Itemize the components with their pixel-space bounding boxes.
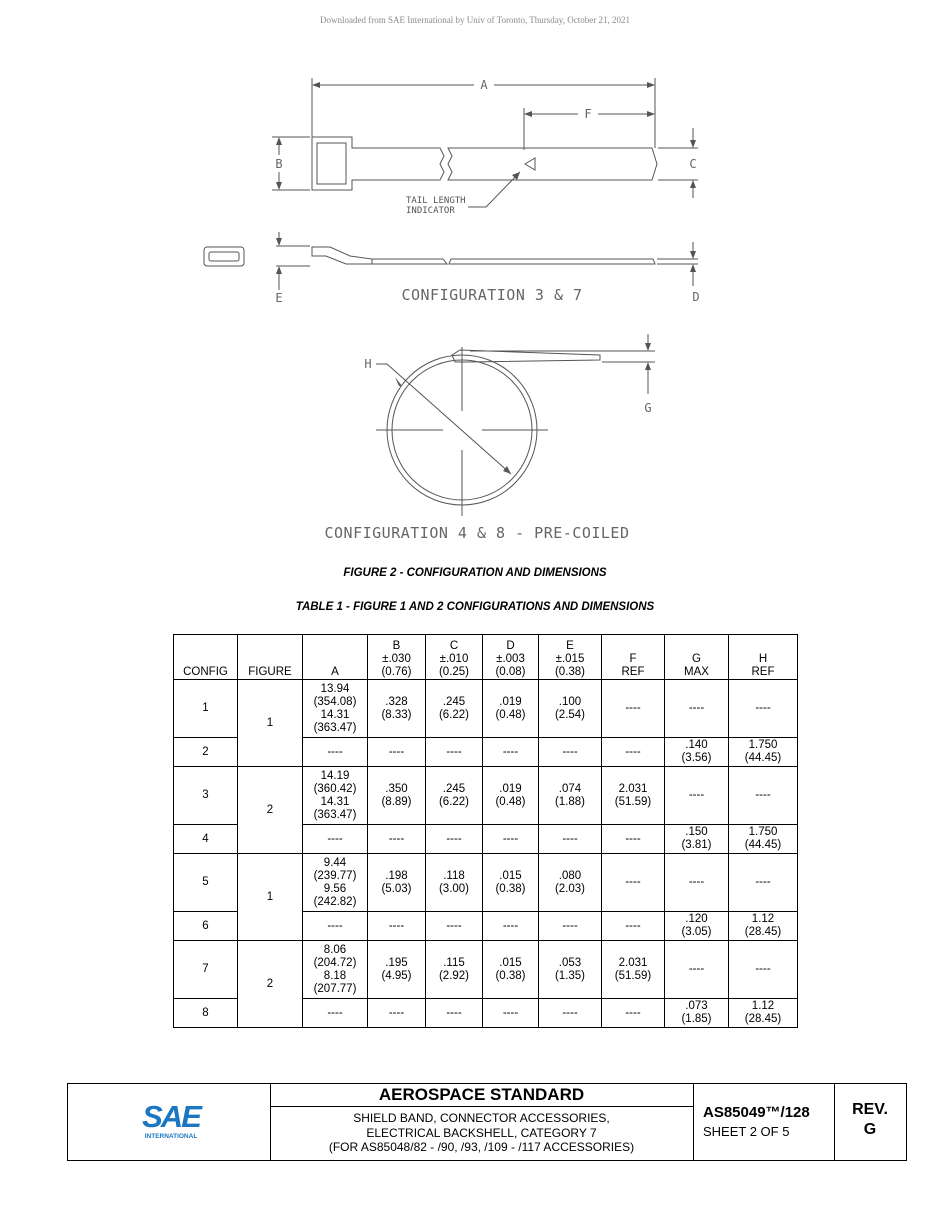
column-header-line: MAX: [684, 666, 709, 678]
dim-d-cell: [483, 680, 539, 738]
column-header: [665, 635, 729, 680]
cell-value: 1.750: [748, 826, 778, 838]
dim-f-cell: [602, 680, 665, 738]
cell-value: .100: [558, 695, 582, 708]
cell-value: 1.12: [751, 913, 775, 925]
column-header-line: ±.003: [496, 653, 525, 665]
dim-a-cell: [303, 825, 368, 854]
description-line: (FOR AS85048/82 - /90, /93, /109 - /117 ACCESSORIES): [328, 1140, 635, 1154]
cell-value: .195: [385, 956, 408, 969]
column-header: [368, 635, 426, 680]
column-header: [174, 635, 238, 680]
column-header-line: E: [566, 640, 574, 652]
dim-e-cell: [539, 767, 602, 825]
column-header: [539, 635, 602, 680]
dim-e-cell: [539, 912, 602, 941]
cell-value: (0.48): [495, 708, 526, 721]
revision-label: REV.: [852, 1101, 888, 1118]
cell-value: 8.18: [323, 969, 347, 982]
cell-value: ----: [327, 832, 343, 845]
cell-value: ----: [327, 1006, 343, 1019]
dim-d-cell: [483, 999, 539, 1028]
dimension-label-f: F: [584, 107, 592, 121]
cell-value: ----: [625, 745, 641, 758]
dim-a-cell: [303, 767, 368, 825]
cell-value: ----: [562, 1006, 578, 1019]
sae-logo: [136, 1098, 206, 1144]
table-row: [174, 680, 798, 738]
standard-title: AEROSPACE STANDARD: [270, 1084, 693, 1107]
column-header-line: (0.38): [554, 666, 586, 678]
cell-value: (1.88): [554, 795, 586, 808]
cell-value: (363.47): [313, 721, 357, 734]
dim-e-cell: [539, 825, 602, 854]
column-header-line: F: [629, 653, 637, 665]
dim-g-cell: [665, 999, 729, 1028]
cell-value: .015: [499, 956, 522, 969]
cell-value: .073: [685, 1000, 708, 1012]
column-header-line: ±.010: [439, 653, 469, 665]
cell-value: (207.77): [313, 982, 357, 995]
cell-value: (2.03): [554, 882, 586, 895]
dim-h-cell: [729, 999, 798, 1028]
tail-indicator-label: TAIL LENGTH: [406, 196, 466, 206]
dim-b-cell: [368, 912, 426, 941]
dim-e-cell: [539, 999, 602, 1028]
column-header-line: (0.25): [438, 666, 470, 678]
cell-value: (5.03): [381, 882, 412, 895]
cell-value: (3.00): [438, 882, 470, 895]
cell-value: (44.45): [744, 839, 782, 851]
document-number: AS85049™/128: [703, 1104, 810, 1121]
table-row: [174, 854, 798, 912]
config-3-7-label: CONFIGURATION 3 & 7: [401, 286, 583, 304]
cell-value: .120: [685, 913, 708, 925]
cell-value: ----: [502, 832, 519, 845]
cell-value: (2.54): [554, 708, 586, 721]
dim-c-cell: [426, 825, 483, 854]
cell-value: ----: [625, 919, 641, 932]
description-cell: [270, 1084, 694, 1160]
dim-h-cell: [729, 738, 798, 767]
cell-value: ----: [625, 702, 641, 714]
cell-value: ----: [562, 919, 578, 932]
technical-drawing: [0, 0, 950, 560]
cell-value: (239.77): [313, 869, 357, 882]
dim-a-cell: [303, 854, 368, 912]
dim-g-cell: [665, 941, 729, 999]
dimension-label-c: C: [689, 157, 697, 171]
cell-value: (28.45): [744, 926, 782, 938]
column-header-line: A: [331, 666, 339, 678]
cell-value: ----: [755, 789, 771, 801]
dimension-label-a: A: [480, 78, 488, 92]
cell-value: ----: [688, 876, 705, 888]
cell-value: .015: [499, 869, 522, 882]
dim-a-cell: [303, 680, 368, 738]
cell-value: 9.56: [323, 882, 347, 895]
cell-value: ----: [625, 1006, 641, 1019]
cell-value: ----: [502, 1006, 519, 1019]
column-header-line: D: [506, 640, 515, 652]
dim-a-cell: [303, 912, 368, 941]
dim-f-cell: [602, 999, 665, 1028]
dim-b-cell: [368, 941, 426, 999]
cell-value: (51.59): [614, 969, 652, 982]
download-note: Downloaded from SAE International by Univ of Toronto, Thursday, October 21, 2021: [320, 15, 630, 25]
config-cell: 4: [174, 825, 238, 854]
dim-h-cell: [729, 941, 798, 999]
cell-value: ----: [446, 919, 462, 932]
cell-value: 14.31: [320, 795, 350, 808]
cell-value: 14.31: [320, 708, 350, 721]
dim-c-cell: [426, 767, 483, 825]
cell-value: (0.38): [495, 882, 526, 895]
dim-b-cell: [368, 825, 426, 854]
cell-value: ----: [625, 876, 641, 888]
description-line: SHIELD BAND, CONNECTOR ACCESSORIES,: [353, 1111, 610, 1125]
config-cell: 8: [174, 999, 238, 1028]
cell-value: .140: [685, 739, 708, 751]
dimension-label-b: B: [275, 157, 283, 171]
config-cell: 5: [174, 854, 238, 912]
config-cell: 3: [174, 767, 238, 825]
dim-c-cell: [426, 941, 483, 999]
cell-value: (3.05): [681, 926, 712, 938]
cell-value: (0.48): [495, 795, 526, 808]
column-header: [238, 635, 303, 680]
cell-value: 2.031: [618, 782, 648, 795]
cell-value: (204.72): [313, 956, 357, 969]
dim-d-cell: [483, 941, 539, 999]
cell-value: ----: [688, 963, 705, 975]
cell-value: ----: [755, 702, 771, 714]
cell-value: (6.22): [438, 708, 470, 721]
cell-value: ----: [446, 1006, 462, 1019]
tail-indicator-label-2: INDICATOR: [406, 206, 455, 216]
cell-value: .350: [385, 782, 408, 795]
dim-h-cell: [729, 767, 798, 825]
cell-value: (0.38): [495, 969, 526, 982]
cell-value: .019: [499, 782, 522, 795]
column-header-line: B: [392, 640, 401, 652]
cell-value: (2.92): [438, 969, 470, 982]
standard-description: [270, 1107, 693, 1155]
dim-c-cell: [426, 999, 483, 1028]
cell-value: ----: [327, 745, 343, 758]
cell-value: (8.33): [381, 708, 412, 721]
column-header-line: (0.08): [495, 666, 526, 678]
config-cell: 1: [174, 680, 238, 738]
column-header-line: (0.76): [381, 666, 412, 678]
dim-f-cell: [602, 825, 665, 854]
dim-f-cell: [602, 738, 665, 767]
cell-value: 8.06: [323, 943, 347, 956]
logo-text: SAE: [142, 1099, 200, 1134]
table-row: [174, 767, 798, 825]
dim-b-cell: [368, 854, 426, 912]
cell-value: (242.82): [313, 895, 357, 908]
title-block: [67, 1083, 907, 1161]
cell-value: (360.42): [313, 782, 357, 795]
column-header-line: G: [692, 653, 701, 665]
figure-cell: 2: [238, 767, 303, 854]
dim-d-cell: [483, 738, 539, 767]
dim-c-cell: [426, 738, 483, 767]
dimension-label-d: D: [692, 290, 700, 304]
dim-f-cell: [602, 854, 665, 912]
dim-e-cell: [539, 680, 602, 738]
cell-value: (8.89): [381, 795, 412, 808]
figure-cell: 2: [238, 941, 303, 1028]
cell-value: ----: [625, 832, 641, 845]
dim-b-cell: [368, 767, 426, 825]
column-header: [426, 635, 483, 680]
cell-value: .118: [443, 869, 465, 882]
dim-c-cell: [426, 854, 483, 912]
dim-c-cell: [426, 912, 483, 941]
cell-value: 14.19: [320, 769, 350, 782]
config-cell: 6: [174, 912, 238, 941]
cell-value: 1.750: [748, 739, 778, 751]
cell-value: .080: [558, 869, 582, 882]
dim-b-cell: [368, 738, 426, 767]
dim-f-cell: [602, 941, 665, 999]
dimension-label-h: H: [364, 357, 372, 371]
column-header-line: REF: [621, 666, 645, 678]
figure-cell: 1: [238, 680, 303, 767]
cell-value: .150: [685, 826, 708, 838]
cell-value: .053: [558, 956, 582, 969]
config-cell: 7: [174, 941, 238, 999]
cell-value: (1.85): [681, 1013, 712, 1025]
cell-value: (6.22): [438, 795, 470, 808]
cell-value: .245: [442, 695, 466, 708]
cell-value: 2.031: [618, 956, 648, 969]
dim-f-cell: [602, 767, 665, 825]
cell-value: (28.45): [744, 1013, 782, 1025]
cell-value: .328: [385, 695, 408, 708]
dim-d-cell: [483, 767, 539, 825]
cell-value: ----: [502, 919, 519, 932]
column-header-line: REF: [751, 666, 775, 678]
cell-value: ----: [562, 832, 578, 845]
dim-e-cell: [539, 941, 602, 999]
table-header-row: [174, 635, 798, 680]
dim-a-cell: [303, 738, 368, 767]
cell-value: .074: [558, 782, 582, 795]
config-cell: 2: [174, 738, 238, 767]
dim-g-cell: [665, 854, 729, 912]
dimensions-table: [173, 634, 798, 1028]
table-caption: TABLE 1 - FIGURE 1 AND 2 CONFIGURATIONS AND DIMENSIONS: [295, 601, 655, 613]
revision-value: G: [863, 1121, 877, 1138]
document-number-cell: [693, 1084, 835, 1160]
cell-value: 9.44: [323, 856, 347, 869]
cell-value: ----: [388, 745, 405, 758]
dim-g-cell: [665, 825, 729, 854]
figure-caption: FIGURE 2 - CONFIGURATION AND DIMENSIONS: [343, 567, 607, 579]
cell-value: ----: [327, 919, 343, 932]
dim-h-cell: [729, 680, 798, 738]
column-header-line: C: [449, 640, 459, 652]
dim-e-cell: [539, 738, 602, 767]
cell-value: ----: [388, 919, 405, 932]
cell-value: (4.95): [381, 969, 412, 982]
logo-cell: [68, 1084, 271, 1160]
cell-value: (3.56): [681, 752, 712, 764]
dim-b-cell: [368, 680, 426, 738]
dim-d-cell: [483, 854, 539, 912]
cell-value: .115: [443, 956, 465, 969]
column-header-line: ±.030: [382, 653, 411, 665]
dim-g-cell: [665, 680, 729, 738]
cell-value: ----: [446, 832, 462, 845]
column-header: [602, 635, 665, 680]
dim-e-cell: [539, 854, 602, 912]
figure-cell: 1: [238, 854, 303, 941]
column-header: [303, 635, 368, 680]
dim-d-cell: [483, 825, 539, 854]
dim-d-cell: [483, 912, 539, 941]
dim-h-cell: [729, 825, 798, 854]
cell-value: ----: [755, 876, 771, 888]
sheet-number: SHEET 2 OF 5: [703, 1124, 790, 1139]
column-header-line: ±.015: [555, 653, 585, 665]
dim-g-cell: [665, 738, 729, 767]
cell-value: (354.08): [313, 695, 357, 708]
dimension-label-g: G: [644, 401, 652, 415]
column-header: [483, 635, 539, 680]
dim-g-cell: [665, 767, 729, 825]
cell-value: .245: [442, 782, 466, 795]
cell-value: (44.45): [744, 752, 782, 764]
cell-value: ----: [388, 832, 405, 845]
revision-cell: [834, 1084, 906, 1160]
dim-a-cell: [303, 999, 368, 1028]
dimension-label-e: E: [275, 291, 283, 305]
dim-h-cell: [729, 854, 798, 912]
cell-value: ----: [446, 745, 462, 758]
column-header-line: H: [758, 653, 768, 665]
cell-value: (51.59): [614, 795, 652, 808]
cell-value: ----: [688, 702, 705, 714]
column-header-line: CONFIG: [183, 666, 228, 678]
column-header-line: FIGURE: [248, 666, 292, 678]
dim-a-cell: [303, 941, 368, 999]
cell-value: (1.35): [554, 969, 586, 982]
cell-value: .198: [385, 869, 408, 882]
cell-value: .019: [499, 695, 522, 708]
cell-value: ----: [755, 963, 771, 975]
cell-value: ----: [562, 745, 578, 758]
dim-c-cell: [426, 680, 483, 738]
logo-subtext: INTERNATIONAL: [144, 1133, 198, 1140]
dim-f-cell: [602, 912, 665, 941]
dim-g-cell: [665, 912, 729, 941]
cell-value: (363.47): [313, 808, 357, 821]
cell-value: ----: [502, 745, 519, 758]
cell-value: ----: [688, 789, 705, 801]
dim-b-cell: [368, 999, 426, 1028]
description-line: ELECTRICAL BACKSHELL, CATEGORY 7: [366, 1125, 597, 1140]
cell-value: ----: [388, 1006, 405, 1019]
cell-value: 13.94: [320, 682, 350, 695]
cell-value: (3.81): [681, 839, 712, 851]
config-4-8-label: CONFIGURATION 4 & 8 - PRE-COILED: [324, 524, 630, 542]
table-row: [174, 941, 798, 999]
dim-h-cell: [729, 912, 798, 941]
cell-value: 1.12: [751, 1000, 775, 1012]
column-header: [729, 635, 798, 680]
